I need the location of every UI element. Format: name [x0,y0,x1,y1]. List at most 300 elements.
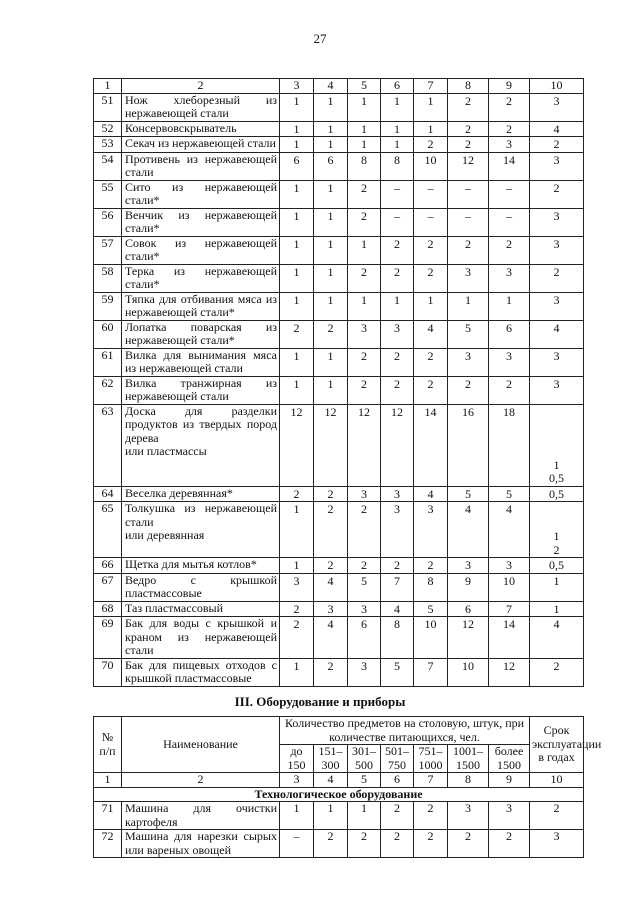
quantity-value [448,121,489,137]
quantity-value [489,601,530,617]
row-number: 61 [94,348,122,376]
item-name-text: Бак для воды с крышкой и краном из нержавеющей стали [125,616,277,657]
table-row [94,264,584,292]
quantity-value-text: 3 [394,486,400,501]
table-row [94,658,584,686]
quantity-value [414,208,448,236]
quantity-value [314,320,348,348]
quantity-value [314,236,348,264]
quantity-value-text: 2 [465,137,471,151]
item-name-text: Нож хлеборезный из нержавеющей стали [125,92,277,120]
range-header-cell: 501– 750 [381,745,414,773]
quantity-value [381,93,414,121]
row-number: 56 [94,208,122,236]
column-index-cell: 8 [448,79,489,94]
table-row [94,137,584,153]
item-name [122,601,280,617]
quantity-value-text: 1 [293,121,300,136]
quantity-value-text: 3 [506,137,512,151]
quantity-value-text: 2 [327,558,334,572]
quantity-value-text: 2 [465,236,471,251]
quantity-value-text: 1 [327,208,334,223]
section-title: III. Оборудование и приборы [234,694,406,709]
quantity-value [448,236,489,264]
quantity-value [381,658,414,686]
quantity-value [489,292,530,320]
quantity-value-text: 1 [427,292,434,307]
quantity-value-text: 6 [293,152,300,167]
quantity-value-text: 3 [394,502,400,516]
quantity-value [414,236,448,264]
lifetime-value-alt: 1 [553,529,560,543]
quantity-value-text: 2 [506,376,512,391]
quantity-value [414,137,448,153]
quantity-value-text: 2 [361,180,367,195]
quantity-value [381,573,414,601]
quantity-value [348,601,381,617]
table-row [94,152,584,180]
lifetime-value-text: 3 [553,93,560,108]
quantity-value [414,658,448,686]
item-name-text: Тяпка для отбивания мяса из нержавеющей стали* [125,291,277,319]
quantity-value-text: – [506,180,512,195]
quantity-value-text: 2 [465,121,471,136]
quantity-value: 2 [414,802,448,830]
quantity-value-text: 1 [327,236,334,251]
quantity-value-text: 3 [506,558,512,572]
quantity-value [489,617,530,659]
lifetime-value [530,558,584,574]
column-name-header: Наименование [122,717,280,773]
lifetime-value [530,152,584,180]
quantity-value-text: 12 [462,152,474,167]
table-row [94,558,584,574]
quantity-value-text: 2 [327,658,334,673]
quantity-value [448,558,489,574]
item-name: Машина для нарезки сырых или вареных овощей [122,830,280,858]
row-number: 67 [94,573,122,601]
quantity-value-text: 12 [324,404,337,419]
table-row [94,320,584,348]
quantity-value-text: 2 [361,264,367,279]
quantity-value [348,137,381,153]
item-name [122,264,280,292]
column-index-cell: 3 [280,773,314,788]
quantity-value-text: 2 [427,264,434,279]
table-row [94,236,584,264]
lifetime-value [530,264,584,292]
quantity-value [414,292,448,320]
item-name-text: Таз пластмассовый [125,600,224,615]
item-name-text: Вилка транжирная из нержавеющей стали [125,375,277,403]
row-number: 70 [94,658,122,686]
column-quantity-header: Количество предметов на столовую, штук, при количестве питающихся, чел. [280,717,530,745]
item-name-alt-text: или деревянная [125,528,205,542]
quantity-value [489,573,530,601]
item-name [122,404,280,486]
row-number: 54 [94,152,122,180]
row-number: 51 [94,93,122,121]
quantity-value-text: 3 [361,658,367,673]
quantity-value [314,601,348,617]
quantity-value-text: – [506,208,512,223]
quantity-value [314,292,348,320]
quantity-value [348,320,381,348]
column-index-cell: 9 [489,773,530,788]
quantity-value [448,502,489,558]
quantity-value-text: 2 [427,348,434,363]
item-name [122,137,280,153]
table-row [94,121,584,137]
quantity-value-text: 1 [327,93,334,108]
column-index-cell: 4 [314,79,348,94]
quantity-value [448,152,489,180]
quantity-value [314,348,348,376]
quantity-value-text: 2 [427,376,434,391]
quantity-value-text: 2 [327,486,334,501]
range-header-cell: 151– 300 [314,745,348,773]
quantity-value [348,208,381,236]
quantity-value-text: 8 [361,152,367,167]
quantity-value [381,292,414,320]
row-number: 69 [94,617,122,659]
quantity-value [489,658,530,686]
quantity-value [280,93,314,121]
quantity-value-text: 1 [327,264,334,279]
quantity-value-text: 1 [293,558,300,572]
column-lifetime-header: Срок эксплуатации в годах [530,717,584,773]
quantity-value-text: 1 [361,93,367,108]
item-name-text: Щетка для мытья котлов* [125,557,257,571]
quantity-value [414,376,448,404]
quantity-value-text: – [394,208,400,223]
item-name [122,486,280,502]
item-name-text: Лопатка поварская из нержавеющей стали* [125,319,277,347]
quantity-value [448,93,489,121]
item-name-text: Венчик из нержавеющей стали* [125,207,277,235]
lifetime-value-text: 3 [553,376,560,391]
quantity-value-text: 2 [361,208,367,223]
quantity-value-text: 2 [361,376,367,391]
quantity-value [314,404,348,486]
quantity-value [381,264,414,292]
quantity-value-text: 3 [506,264,512,279]
quantity-value [489,486,530,502]
item-name-text: Доска для разделки продуктов из твердых пород дерева [125,403,277,445]
quantity-value-text: – [465,180,471,195]
quantity-value [280,121,314,137]
column-index-row [94,773,584,788]
item-name [122,348,280,376]
quantity-value [381,376,414,404]
lifetime-value [530,292,584,320]
quantity-value-text: 3 [506,348,512,363]
item-name: Машина для очистки картофеля [122,802,280,830]
item-name-text: Секач из нержавеющей стали [125,136,276,150]
quantity-value-text: 3 [427,502,434,516]
quantity-value [448,348,489,376]
item-name [122,558,280,574]
quantity-value [448,404,489,486]
lifetime-value-text: 2 [553,542,560,557]
quantity-value-text: 2 [394,376,400,391]
quantity-value: 2 [381,830,414,858]
column-index-cell: 2 [122,773,280,788]
quantity-value-text: 2 [327,502,334,516]
quantity-value [280,502,314,558]
quantity-value [489,348,530,376]
quantity-value-text: 1 [361,292,367,307]
table-row [94,573,584,601]
lifetime-value [530,617,584,659]
quantity-value-text: 1 [293,208,300,223]
item-name-text: Веселка деревянная* [125,485,233,500]
quantity-value-text: 1 [327,180,334,195]
item-name [122,121,280,137]
quantity-value [280,601,314,617]
quantity-value [381,502,414,558]
quantity-value [314,486,348,502]
quantity-value-text: 6 [361,617,367,631]
quantity-value-text: 1 [394,93,400,108]
quantity-value [448,617,489,659]
item-name [122,658,280,686]
quantity-value-text: 1 [293,502,300,516]
quantity-value: 2 [381,802,414,830]
quantity-value-text: – [427,208,434,223]
quantity-value-text: 1 [293,137,300,151]
column-index-cell: 8 [448,773,489,788]
equipment-table [93,716,602,858]
quantity-value-text: 6 [506,320,512,335]
quantity-value-text: 3 [465,264,471,279]
quantity-value-text: 10 [424,617,437,631]
quantity-value-text: 1 [293,658,300,673]
quantity-value-text: 10 [503,573,515,588]
quantity-value [414,320,448,348]
quantity-value-text: 4 [327,573,334,588]
item-name [122,573,280,601]
lifetime-value [530,658,584,686]
row-number: 58 [94,264,122,292]
lifetime-value-text: 4 [553,320,560,335]
row-number: 62 [94,376,122,404]
quantity-value [381,320,414,348]
item-name-text: Вилка для вынимания мяса из нержавеющей стали [125,347,277,375]
lifetime-value-text: 3 [553,236,560,251]
quantity-value [314,573,348,601]
row-number: 53 [94,137,122,153]
quantity-value-text: 5 [394,658,400,673]
quantity-value-text: 1 [427,121,434,136]
quantity-value [448,292,489,320]
quantity-value [314,617,348,659]
lifetime-value-text: 4 [553,121,560,136]
quantity-value-text: 1 [293,348,300,363]
lifetime-value-text: 0,5 [549,471,564,485]
range-header-cell: до 150 [280,745,314,773]
quantity-value-text: 12 [358,404,370,419]
quantity-value [348,180,381,208]
quantity-value-text: 12 [503,658,515,673]
lifetime-value [530,404,584,486]
item-name [122,502,280,558]
quantity-value-text: – [465,208,471,223]
item-name [122,617,280,659]
quantity-value [414,152,448,180]
table-row [94,376,584,404]
quantity-value-text: 2 [293,601,300,616]
quantity-value [280,404,314,486]
quantity-value-text: 2 [394,236,400,251]
lifetime-value [530,236,584,264]
quantity-value-text: 7 [427,658,434,673]
quantity-value [381,601,414,617]
lifetime-value [530,121,584,137]
lifetime-value-text: 2 [553,658,560,673]
table-row [94,180,584,208]
quantity-value [489,137,530,153]
range-header-cell: 1001– 1500 [448,745,489,773]
column-index-cell: 9 [489,79,530,94]
quantity-value [489,121,530,137]
quantity-value-text: 1 [327,137,334,151]
row-number: 68 [94,601,122,617]
quantity-value [381,404,414,486]
main-table [93,78,584,687]
lifetime-value-text: 2 [553,180,560,195]
lifetime-value-text: 3 [553,152,560,167]
lifetime-value [530,376,584,404]
quantity-value [280,617,314,659]
quantity-value: 1 [348,802,381,830]
column-index-cell: 7 [414,773,448,788]
table-row [94,208,584,236]
quantity-value-text: 5 [506,486,512,501]
item-name [122,180,280,208]
quantity-value: 2 [348,830,381,858]
quantity-value [348,404,381,486]
quantity-value-text: 12 [391,404,403,419]
quantity-value [414,348,448,376]
lifetime-value: 2 [530,802,584,830]
quantity-value-text: 1 [293,292,300,307]
column-index-cell: 3 [280,79,314,94]
lifetime-value [530,601,584,617]
column-index-cell: 5 [348,79,381,94]
row-number: 71 [94,802,122,830]
table-row [94,348,584,376]
quantity-value [489,180,530,208]
quantity-value-text: 2 [506,121,512,136]
quantity-value [348,152,381,180]
quantity-value-text: 1 [327,348,334,363]
quantity-value-text: 1 [327,376,334,391]
quantity-value [448,180,489,208]
quantity-value [414,264,448,292]
lifetime-value [530,208,584,236]
quantity-value-text: 12 [462,617,474,631]
item-name-alt-text: или пластмассы [125,444,207,458]
quantity-value [381,486,414,502]
quantity-value [414,486,448,502]
quantity-value-text: 2 [427,236,434,251]
quantity-value [314,658,348,686]
item-name [122,292,280,320]
column-index-cell: 10 [530,773,584,788]
quantity-value-text: 2 [327,320,334,335]
item-name [122,376,280,404]
table-row [94,93,584,121]
lifetime-value-text: 0,5 [549,486,564,501]
quantity-value-text: 7 [506,601,512,616]
quantity-value [348,617,381,659]
quantity-value: 2 [314,830,348,858]
row-number: 66 [94,558,122,574]
quantity-value [489,93,530,121]
table-row [94,617,584,659]
quantity-value-text: 2 [293,486,300,501]
quantity-value-text: 1 [293,264,300,279]
item-name-text: Противень из нержавеющей стали [125,151,277,179]
lifetime-value-text: 4 [553,617,560,631]
quantity-value-text: 3 [361,486,367,501]
lifetime-value: 3 [530,830,584,858]
quantity-value [448,376,489,404]
quantity-value [414,617,448,659]
quantity-value-text: 4 [465,502,471,516]
quantity-value [280,236,314,264]
lifetime-value-text: 3 [553,208,560,223]
quantity-value-text: 2 [394,348,400,363]
row-number: 60 [94,320,122,348]
item-name-text: Совок из нержавеющей стали* [125,235,277,263]
column-index-cell: 4 [314,773,348,788]
subheading-technological-equipment: Технологическое оборудование [94,787,584,802]
column-index-cell: 2 [122,79,280,94]
quantity-value [348,121,381,137]
quantity-value: 3 [489,802,530,830]
quantity-value [280,180,314,208]
range-header-cell: 301– 500 [348,745,381,773]
quantity-value-text: 2 [361,502,367,516]
quantity-value [314,180,348,208]
quantity-value-text: 16 [462,404,474,419]
quantity-value [448,573,489,601]
quantity-value [280,376,314,404]
quantity-value-text: 3 [394,320,400,335]
quantity-value [381,152,414,180]
quantity-value [414,180,448,208]
quantity-value-text: – [427,180,434,195]
row-number: 52 [94,121,122,137]
quantity-value [489,236,530,264]
quantity-value [280,573,314,601]
quantity-value [381,348,414,376]
column-index-cell: 7 [414,79,448,94]
row-number: 55 [94,180,122,208]
quantity-value [348,264,381,292]
item-name-text: Ведро с крышкой пластмассовые [125,572,277,600]
quantity-value-text: 5 [465,320,471,335]
quantity-value [448,320,489,348]
quantity-value [280,137,314,153]
item-name-text: Толкушка из нержавеющей стали [125,501,277,529]
row-number: 59 [94,292,122,320]
quantity-value [414,558,448,574]
quantity-value [448,658,489,686]
range-header-cell: более 1500 [489,745,530,773]
